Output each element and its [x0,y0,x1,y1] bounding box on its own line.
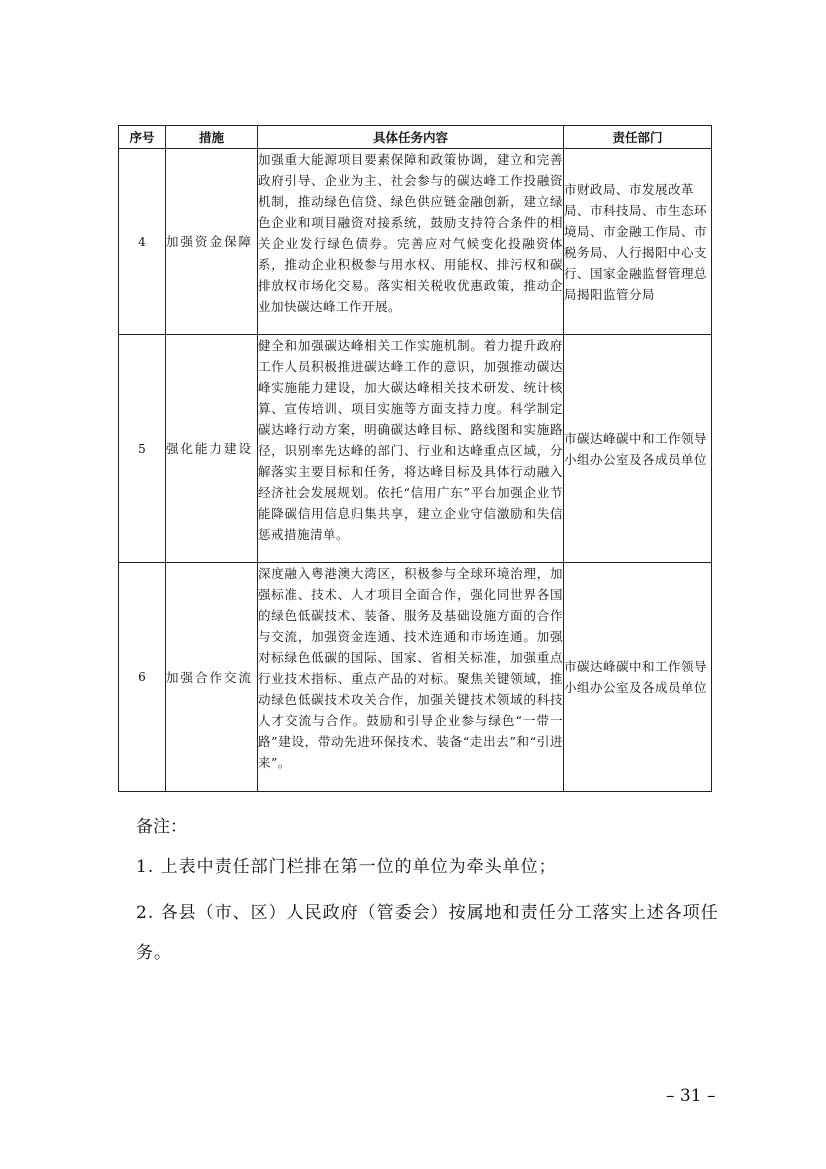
row-measure: 加强合作交流 [166,563,258,792]
row-dept: 市碳达峰碳中和工作领导小组办公室及各成员单位 [564,335,712,563]
row-measure: 强化能力建设 [166,335,258,563]
row-content: 健全和加强碳达峰相关工作实施机制。着力提升政府工作人员积极推进碳达峰工作的意识，加强推动碳达峰实施能力建设，加大碳达峰相关技术研发、统计核算、宣传培训、项目实施等方面支持力度。科学制定碳达峰行动方案，明确碳达峰目标、路线图和实施路径，识别率先达峰的部门、行业和达峰重点区域，分解落实主要目标和任务，将达峰目标及具体行动融入经济社会发展规划。依托“信用广东”平台加强企业节能降碳信用信息归集共享，建立企业守信激励和失信惩戒措施清单。 [258,335,564,563]
row-number: 6 [119,563,166,792]
table-row [119,149,712,335]
row-content: 深度融入粤港澳大湾区，积极参与全球环境治理，加强标准、技术、人才项目全面合作，强化同世界各国的绿色低碳技术、装备、服务及基础设施方面的合作与交流，加强资金连通、技术连通和市场连通。加强对标绿色低碳的国际、国家、省相关标准，加强重点行业技术指标、重点产品的对标。聚焦关键领域，推动绿色低碳技术攻关合作，加强关键技术领域的科技人才交流与合作。鼓励和引导企业参与绿色“一带一路”建设，带动先进环保技术、装备“走出去”和“引进来”。 [258,563,564,792]
row-content: 加强重大能源项目要素保障和政策协调，建立和完善政府引导、企业为主、社会参与的碳达峰工作投融资机制，推动绿色信贷、绿色供应链金融创新，建立绿色企业和项目融资对接系统，鼓励支持符合条件的相关企业发行绿色债券。完善应对气候变化投融资体系，推动企业积极参与用水权、用能权、排污权和碳排放权市场化交易。落实相关税收优惠政策，推动企业加快碳达峰工作开展。 [258,149,564,335]
header-measure: 措施 [166,126,258,149]
row-dept: 市财政局、市发展改革局、市科技局、市生态环境局、市金融工作局、市税务局、人行揭阳中心支行、国家金融监督管理总局揭阳监管分局 [564,149,712,335]
task-table [118,125,712,792]
row-number: 4 [119,149,166,335]
header-no: 序号 [119,126,166,149]
row-dept: 市碳达峰碳中和工作领导小组办公室及各成员单位 [564,563,712,792]
header-content: 具体任务内容 [258,126,564,149]
row-number: 5 [119,335,166,563]
table-row [119,335,712,563]
note-item-2: 2. 各县（市、区）人民政府（管委会）按属地和责任分工落实上述各项任务。 [136,903,719,963]
table-row [119,563,712,792]
row-measure: 加强资金保障 [166,149,258,335]
note-item-1: 1. 上表中责任部门栏排在第一位的单位为牵头单位； [136,857,557,877]
header-dept: 责任部门 [564,126,712,149]
page-number: – 31 – [666,1086,716,1106]
notes-heading: 备注： [136,817,187,837]
table-header-row [119,126,712,149]
